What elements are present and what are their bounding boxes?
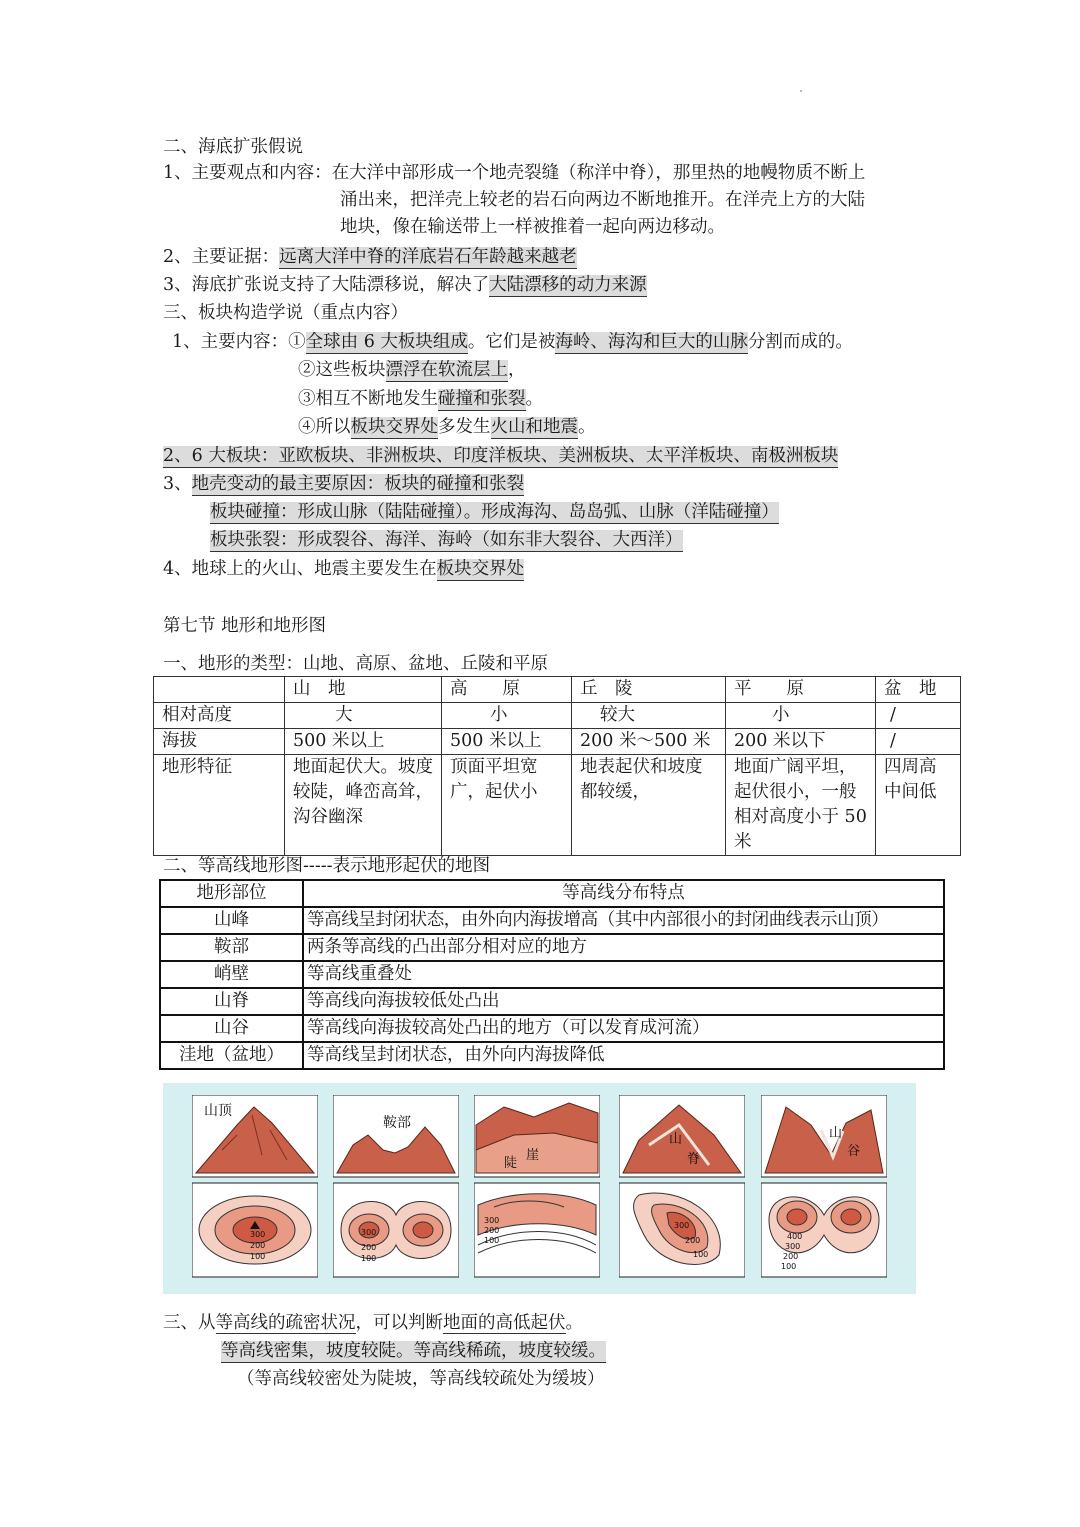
peak-contour-300: 300 xyxy=(250,1230,266,1239)
table-row xyxy=(160,907,944,934)
saddle-contour-100: 100 xyxy=(361,1254,377,1263)
table-cell: 较大 xyxy=(572,703,726,729)
cliff-label-1: 陡 xyxy=(504,1156,518,1171)
valley-label-1: 山 xyxy=(829,1126,843,1141)
cliff-contour-200: 200 xyxy=(484,1226,500,1235)
volcano-highlight: 板块交界处 xyxy=(436,559,525,579)
peak-figure xyxy=(192,1095,318,1279)
section2-p1-line2: 涌出来，把洋壳上较老的岩石向两边不断地推开。在洋壳上方的大陆 xyxy=(340,190,865,210)
contour-title: 二、等高线地形图-----表示地形起伏的地图 xyxy=(163,856,491,876)
table-cell: 鞍部 xyxy=(160,934,303,961)
m2-suffix: ， xyxy=(508,360,526,380)
table-cell: / xyxy=(876,729,961,755)
density-mid: ，可以判断 xyxy=(355,1313,443,1333)
valley-contour-200: 200 xyxy=(783,1252,799,1261)
table-row xyxy=(154,703,961,729)
plates-highlight: 2、6 大板块：亚欧板块、非洲板块、印度洋板块、美洲板块、太平洋板块、南极洲板块 xyxy=(163,446,839,466)
table-cell: 200 米以下 xyxy=(726,729,876,755)
table-cell: 等高线向海拔较低处凸出 xyxy=(303,988,944,1015)
p2-highlight: 远离大洋中脊的洋底岩石年龄越来越老 xyxy=(279,247,577,267)
table-cell: 相对高度 xyxy=(154,703,285,729)
stray-dot xyxy=(800,90,802,92)
table-cell: 地面广阔平坦，起伏很小，一般相对高度小于 50 米 xyxy=(726,755,876,856)
section3-rifting xyxy=(210,527,683,553)
cause-prefix: 3、 xyxy=(163,474,192,494)
table-cell: 山 地 xyxy=(285,677,442,703)
table-cell: 小 xyxy=(726,703,876,729)
table-row xyxy=(160,961,944,988)
table-cell: 四周高中间低 xyxy=(876,755,961,856)
section3-plates xyxy=(163,443,838,469)
table-cell: 地形部位 xyxy=(160,880,303,907)
table-cell: 等高线向海拔较高处凸出的地方（可以发育成河流） xyxy=(303,1015,944,1042)
section7-title: 第七节 地形和地形图 xyxy=(163,616,327,636)
table-cell: 平 原 xyxy=(726,677,876,703)
valley-contour-300: 300 xyxy=(785,1242,801,1251)
ridge-contour-200: 200 xyxy=(685,1236,701,1245)
m1-mid: 。它们是被 xyxy=(467,332,556,352)
table-cell: 山峰 xyxy=(160,907,303,934)
p2-prefix: 2、主要证据： xyxy=(163,247,280,267)
contour-illustration xyxy=(163,1083,916,1294)
table-cell: 丘 陵 xyxy=(572,677,726,703)
m3-suffix: 。 xyxy=(525,389,543,409)
table-cell: 地表起伏和坡度都较缓， xyxy=(572,755,726,856)
volcano-prefix: 4、地球上的火山、地震主要发生在 xyxy=(163,559,437,579)
m3-highlight: 碰撞和张裂 xyxy=(438,389,526,409)
valley-contour-100: 100 xyxy=(781,1262,797,1271)
ridge-figure xyxy=(619,1095,745,1279)
table-cell: 500 米以上 xyxy=(285,729,442,755)
contour-features-table xyxy=(159,879,945,1070)
saddle-contour-200: 200 xyxy=(361,1243,377,1252)
table-cell: 海拔 xyxy=(154,729,285,755)
table-cell: 盆 地 xyxy=(876,677,961,703)
table-header-row xyxy=(154,677,961,703)
m1-prefix: 1、主要内容：① xyxy=(172,332,306,352)
table-cell: 200 米～500 米 xyxy=(572,729,726,755)
section2-p1-line1: 1、主要观点和内容：在大洋中部形成一个地壳裂缝（称洋中脊），那里热的地幔物质不断上 xyxy=(163,163,866,183)
section3-cause xyxy=(163,471,524,497)
saddle-figure xyxy=(333,1095,459,1279)
m4-mid: 多发生 xyxy=(438,417,491,437)
table-cell: 大 xyxy=(285,703,442,729)
cliff-label-2: 崖 xyxy=(526,1148,540,1163)
table-cell: 高 原 xyxy=(442,677,572,703)
saddle-contour-300: 300 xyxy=(361,1228,377,1237)
section3-title: 三、板块构造学说（重点内容） xyxy=(163,303,408,323)
section3-volcano xyxy=(163,556,524,582)
table-header-row xyxy=(160,880,944,907)
section2-p1-line3: 地块，像在输送带上一样被推着一起向两边移动。 xyxy=(340,217,725,237)
peak-contour-100: 100 xyxy=(250,1252,266,1261)
density-suffix: 。 xyxy=(565,1313,583,1333)
table-row xyxy=(160,1015,944,1042)
section3-m4 xyxy=(298,414,596,440)
m2-prefix: ②这些板块 xyxy=(298,360,386,380)
table-cell: 地形特征 xyxy=(154,755,285,856)
m4-prefix: ④所以 xyxy=(298,417,351,437)
table-row xyxy=(154,755,961,856)
table-cell: 等高线重叠处 xyxy=(303,961,944,988)
peak-contour-200: 200 xyxy=(250,1241,266,1250)
section3-m1 xyxy=(172,329,853,355)
landform-types-table xyxy=(153,676,961,856)
section2-p3 xyxy=(163,272,647,298)
cliff-contour-300: 300 xyxy=(484,1216,500,1225)
density-line xyxy=(163,1310,583,1336)
density-note: （等高线较密处为陡坡，等高线较疏处为缓坡） xyxy=(237,1369,605,1389)
section3-m3 xyxy=(298,386,543,412)
table-row xyxy=(160,934,944,961)
valley-contour-400: 400 xyxy=(787,1232,803,1241)
m1-highlight-2: 海岭、海沟和巨大的山脉 xyxy=(555,332,748,352)
table-cell: 等高线分布特点 xyxy=(303,880,944,907)
table-row xyxy=(154,729,961,755)
m1-suffix: 分割而成的。 xyxy=(747,332,853,352)
table-row xyxy=(160,988,944,1015)
ridge-contour-100: 100 xyxy=(693,1250,709,1259)
valley-label-2: 谷 xyxy=(847,1144,861,1159)
section2-p2 xyxy=(163,244,577,270)
types-title: 一、地形的类型：山地、高原、盆地、丘陵和平原 xyxy=(163,654,548,674)
saddle-label: 鞍部 xyxy=(383,1115,411,1131)
density-prefix: 三、从 xyxy=(163,1313,216,1333)
peak-label: 山顶 xyxy=(204,1103,232,1119)
valley-figure xyxy=(761,1095,887,1279)
p3-highlight: 大陆漂移的动力来源 xyxy=(489,275,647,295)
collision-highlight: 板块碰撞：形成山脉（陆陆碰撞）。形成海沟、岛岛弧、山脉（洋陆碰撞） xyxy=(210,502,779,522)
table-cell: 等高线呈封闭状态，由外向内海拔增高（其中内部很小的封闭曲线表示山顶） xyxy=(303,907,944,934)
section2-title: 二、海底扩张假说 xyxy=(163,137,303,157)
m4-suffix: 。 xyxy=(578,417,596,437)
table-cell: 两条等高线的凸出部分相对应的地方 xyxy=(303,934,944,961)
table-cell: / xyxy=(876,703,961,729)
table-cell: 小 xyxy=(442,703,572,729)
cliff-contour-100: 100 xyxy=(484,1236,500,1245)
table-row xyxy=(160,1042,944,1069)
p3-prefix: 3、海底扩张说支持了大陆漂移说，解决了 xyxy=(163,275,490,295)
table-cell: 山脊 xyxy=(160,988,303,1015)
density-underline-1: 等高线的疏密状况 xyxy=(215,1313,356,1333)
m2-highlight: 漂浮在软流层上 xyxy=(385,360,508,380)
table-cell: 峭壁 xyxy=(160,961,303,988)
ridge-contour-300: 300 xyxy=(674,1221,690,1230)
cliff-figure xyxy=(474,1095,600,1279)
density-highlight: 等高线密集，坡度较陡。等高线稀疏，坡度较缓。 xyxy=(221,1341,606,1361)
section3-m2 xyxy=(298,357,526,383)
table-cell: 500 米以上 xyxy=(442,729,572,755)
table-cell: 洼地（盆地） xyxy=(160,1042,303,1069)
cause-highlight: 地壳变动的最主要原因：板块的碰撞和张裂 xyxy=(191,474,525,494)
ridge-label-2: 脊 xyxy=(687,1152,701,1167)
m3-prefix: ③相互不断地发生 xyxy=(298,389,438,409)
density-underline-2: 地面的高低起伏 xyxy=(443,1313,566,1333)
m4-highlight-1: 板块交界处 xyxy=(350,417,438,437)
m4-highlight-2: 火山和地震 xyxy=(490,417,578,437)
ridge-label-1: 山 xyxy=(669,1132,683,1147)
table-cell: 等高线呈封闭状态，由外向内海拔降低 xyxy=(303,1042,944,1069)
density-rule xyxy=(221,1338,606,1364)
m1-highlight-1: 全球由 6 大板块组成 xyxy=(305,332,468,352)
table-cell: 地面起伏大。坡度较陡，峰峦高耸，沟谷幽深 xyxy=(285,755,442,856)
table-cell: 顶面平坦宽广，起伏小 xyxy=(442,755,572,856)
table-cell xyxy=(154,677,285,703)
section3-collision xyxy=(210,499,779,525)
rifting-highlight: 板块张裂：形成裂谷、海洋、海岭（如东非大裂谷、大西洋） xyxy=(210,530,683,550)
table-cell: 山谷 xyxy=(160,1015,303,1042)
